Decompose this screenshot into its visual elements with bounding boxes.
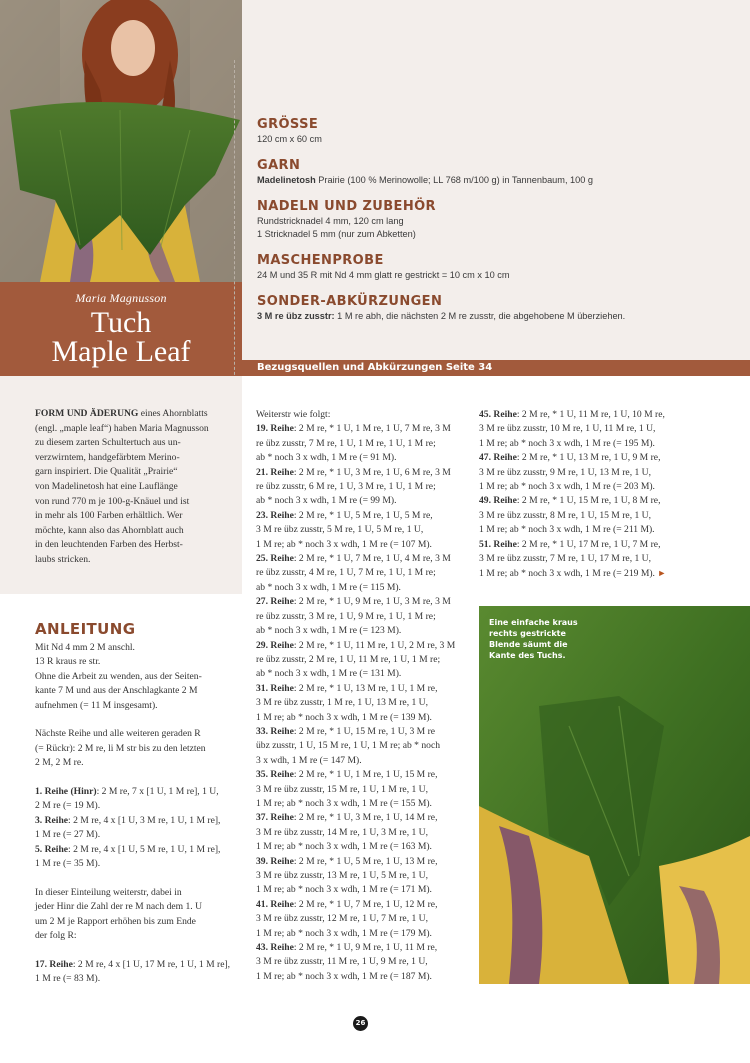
row-line: 3 M re übz zusstr, 14 M re, 1 U, 3 M re, 1 U, — [256, 826, 429, 838]
row-line: 3 M re übz zusstr, 8 M re, 1 U, 15 M re, 1 U, — [479, 509, 652, 521]
model-photo — [0, 0, 242, 282]
row-line: 1 M re; ab * noch 3 x wdh, 1 M re (= 155 M). — [256, 797, 432, 809]
yarn-text: Madelinetosh Prairie (100 % Merinowolle; LL 768 m/100 g) in Tannenbaum, 100 g — [257, 175, 594, 185]
instructions-right — [479, 408, 691, 582]
row-line: 43. Reihe: 2 M re, * 1 U, 9 M re, 1 U, 11 M re, — [256, 942, 438, 954]
row-line: 3 M re übz zusstr, 10 M re, 1 U, 11 M re, 1 U, — [479, 423, 656, 435]
page-number: 26 — [353, 1016, 368, 1031]
row-line: ab * noch 3 x wdh, 1 M re (= 123 M). — [256, 625, 402, 637]
row-line: 1 M re; ab * noch 3 x wdh, 1 M re (= 139 M). — [256, 711, 432, 723]
row-line: 23. Reihe: 2 M re, * 1 U, 5 M re, 1 U, 5 M re, — [256, 509, 433, 521]
gauge-text: 24 M und 35 R mit Nd 4 mm glatt re gestrickt = 10 cm x 10 cm — [257, 270, 510, 280]
sources-band: Bezugsquellen und Abkürzungen Seite 34 — [242, 360, 750, 376]
intro-text: FORM UND ÄDERUNG eines Ahornblatts (engl. „maple leaf“) haben Maria Magnusson zu diesem zarten Schultertuch aus un- verzwirntem, handgefärbtem Merino- garn inspiriert. Die Qualität „Prairie“ von Madelinetosh hat eine Lauflänge von rund 770 m je 100-g-Knäuel und ist in mehr als 100 Farben erhältlich. Wer möchte, kann also das Ahornblatt auch in den leuchtenden Farben des Herbst- laubs stricken. — [35, 408, 209, 565]
row-line: 29. Reihe: 2 M re, * 1 U, 11 M re, 1 U, 2 M re, 3 M — [256, 639, 456, 651]
row-line: 49. Reihe: 2 M re, * 1 U, 15 M re, 1 U, 8 M re, — [479, 495, 661, 507]
continue-arrow-icon: ► — [657, 568, 667, 579]
row-line: 27. Reihe: 2 M re, * 1 U, 9 M re, 1 U, 3 M re, 3 M — [256, 596, 451, 608]
instructions-left — [35, 620, 240, 987]
instructions-text: Mit Nd 4 mm 2 M anschl. 13 R kraus re str. Ohne die Arbeit zu wenden, aus der Seiten- kante 7 M und aus der Anschlagkante 2 M aufnehmen (= 11 M insgesamt). Nächste Reihe und alle weiteren geraden R (= Rückr): 2 M re, li M str bis zu den letzten 2 M, 2 M re. 1. Reihe (Hinr): 2 M re, 7 x [1 U, 1 M re], 1 U, 2 M re (= 19 M). 3. Reihe: 2 M re, 4 x [1 U, 3 M re, 1 U, 1 M re], 1 M re (= 27 M). 5. Reihe: 2 M re, 4 x [1 U, 5 M re, 1 U, 1 M re], 1 M re (= 35 M). In dieser Einteilung weiterstr, dabei in jeder Hinr die Zahl der re M nach dem 1. U um 2 M je Rapport erhöhen bis zum Ende der folg R: 17. Reihe: 2 M re, 4 x [1 U, 17 M re, 1 U, 1 M re], 1 M re (= 83 M). — [35, 642, 231, 985]
row-line: re übz zusstr, 2 M re, 1 U, 11 M re, 1 U, 1 M re; — [256, 653, 441, 665]
row-line: 3 M re übz zusstr, 11 M re, 1 U, 9 M re, 1 U, — [256, 956, 428, 968]
row-line: 3 x wdh, 1 M re (= 147 M). — [256, 754, 362, 766]
needles-text-2: 1 Stricknadel 5 mm (nur zum Abketten) — [257, 229, 416, 239]
row-line: re übz zusstr, 4 M re, 1 U, 7 M re, 1 U, 1 M re; — [256, 567, 436, 579]
row-line: ab * noch 3 x wdh, 1 M re (= 131 M). — [256, 668, 402, 680]
row-line: 1 M re; ab * noch 3 x wdh, 1 M re (= 203 M). — [479, 481, 655, 493]
row-line: re übz zusstr, 7 M re, 1 U, 1 M re, 1 U, 1 M re; — [256, 437, 436, 449]
instructions-heading: ANLEITUNG — [35, 620, 136, 638]
row-line: 3 M re übz zusstr, 12 M re, 1 U, 7 M re, 1 U, — [256, 913, 429, 925]
title-line-2: Maple Leaf — [51, 335, 191, 368]
row-line: übz zusstr, 1 U, 15 M re, 1 U, 1 M re; ab * noch — [256, 740, 440, 752]
row-line: 41. Reihe: 2 M re, * 1 U, 7 M re, 1 U, 12 M re, — [256, 898, 438, 910]
row-line: 1 M re; ab * noch 3 x wdh, 1 M re (= 219 M). ► — [479, 568, 667, 580]
row-line: 1 M re; ab * noch 3 x wdh, 1 M re (= 187 M). — [256, 970, 432, 982]
title-line-1: Tuch — [90, 306, 152, 339]
info-panel — [242, 0, 750, 376]
continue-text: Weiterstr wie folgt: — [256, 409, 331, 420]
needles-heading: NADELN UND ZUBEHÖR — [257, 199, 436, 214]
detail-photo — [479, 606, 750, 984]
yarn-heading: GARN — [257, 158, 301, 173]
abbrev-heading: SONDER-ABKÜRZUNGEN — [257, 294, 443, 309]
size-heading: GRÖSSE — [257, 117, 319, 132]
row-line: 3 M re übz zusstr, 9 M re, 1 U, 13 M re, 1 U, — [479, 466, 652, 478]
row-line: 37. Reihe: 2 M re, * 1 U, 3 M re, 1 U, 14 M re, — [256, 812, 438, 824]
size-text: 120 cm x 60 cm — [257, 134, 322, 144]
designer-name: Maria Magnusson — [75, 291, 167, 305]
row-line: ab * noch 3 x wdh, 1 M re (= 99 M). — [256, 495, 397, 507]
abbrev-text: 3 M re übz zusstr: 1 M re abh, die nächsten 2 M re zusstr, die abgehobene M überziehen. — [257, 311, 626, 321]
row-line: 1 M re; ab * noch 3 x wdh, 1 M re (= 195 M). — [479, 437, 655, 449]
row-line: 3 M re übz zusstr, 13 M re, 1 U, 5 M re, 1 U, — [256, 870, 429, 881]
row-line: re übz zusstr, 6 M re, 1 U, 3 M re, 1 U, 1 M re; — [256, 481, 436, 493]
row-line: 39. Reihe: 2 M re, * 1 U, 5 M re, 1 U, 13 M re, — [256, 855, 438, 867]
row-line: 1 M re; ab * noch 3 x wdh, 1 M re (= 211 M). — [479, 524, 655, 536]
row-line: ab * noch 3 x wdh, 1 M re (= 115 M). — [256, 581, 401, 593]
row-line: 21. Reihe: 2 M re, * 1 U, 3 M re, 1 U, 6 M re, 3 M — [256, 466, 451, 478]
needles-text-1: Rundstricknadel 4 mm, 120 cm lang — [257, 216, 404, 226]
row-line: 1 M re; ab * noch 3 x wdh, 1 M re (= 163 M). — [256, 841, 432, 853]
row-line: 51. Reihe: 2 M re, * 1 U, 17 M re, 1 U, 7 M re, — [479, 538, 661, 550]
row-line: 1 M re; ab * noch 3 x wdh, 1 M re (= 107 M). — [256, 538, 432, 550]
title-box — [0, 282, 242, 376]
gauge-heading: MASCHENPROBE — [257, 253, 384, 268]
photo-caption: Eine einfache kraus rechts gestrickte Blende säumt die Kante des Tuchs. — [489, 618, 578, 660]
row-line: 3 M re übz zusstr, 1 M re, 1 U, 13 M re, 1 U, — [256, 697, 429, 709]
row-line: 33. Reihe: 2 M re, * 1 U, 15 M re, 1 U, 3 M re — [256, 725, 436, 737]
row-line: 31. Reihe: 2 M re, * 1 U, 13 M re, 1 U, 1 M re, — [256, 682, 438, 694]
row-line: 3 M re übz zusstr, 5 M re, 1 U, 5 M re, 1 U, — [256, 524, 424, 536]
row-line: 45. Reihe: 2 M re, * 1 U, 11 M re, 1 U, 10 M re, — [479, 409, 665, 420]
stitch-divider — [234, 60, 235, 400]
row-line: 25. Reihe: 2 M re, * 1 U, 7 M re, 1 U, 4 M re, 3 M — [256, 553, 451, 565]
row-line: 19. Reihe: 2 M re, * 1 U, 1 M re, 1 U, 7 M re, 3 M — [256, 423, 451, 435]
row-line: 35. Reihe: 2 M re, * 1 U, 1 M re, 1 U, 15 M re, — [256, 769, 438, 781]
row-line: 47. Reihe: 2 M re, * 1 U, 13 M re, 1 U, 9 M re, — [479, 452, 661, 464]
row-line: 1 M re; ab * noch 3 x wdh, 1 M re (= 171 M). — [256, 884, 432, 896]
instructions-middle — [256, 408, 464, 984]
intro-box — [0, 376, 242, 594]
row-line: 3 M re übz zusstr, 15 M re, 1 U, 1 M re, 1 U, — [256, 783, 429, 795]
row-line: 1 M re; ab * noch 3 x wdh, 1 M re (= 179 M). — [256, 927, 432, 939]
row-line: ab * noch 3 x wdh, 1 M re (= 91 M). — [256, 452, 397, 464]
row-line: re übz zusstr, 3 M re, 1 U, 9 M re, 1 U, 1 M re; — [256, 610, 436, 622]
row-line: 3 M re übz zusstr, 7 M re, 1 U, 17 M re, 1 U, — [479, 553, 652, 565]
